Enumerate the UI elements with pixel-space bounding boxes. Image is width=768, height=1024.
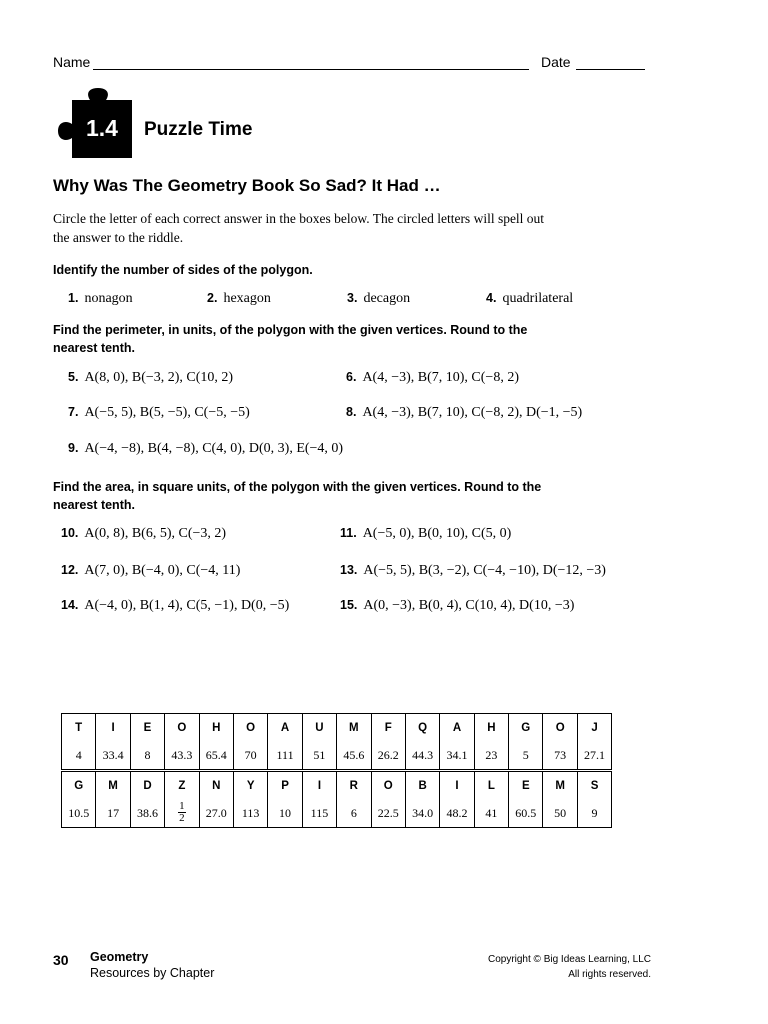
riddle-heading: Why Was The Geometry Book So Sad? It Had … [53, 176, 441, 195]
grid-letter-cell[interactable]: Y [233, 771, 267, 800]
fraction-one-half: $\frac{1}{2}$ [179, 800, 185, 824]
name-field[interactable] [93, 69, 529, 70]
instructions: Circle the letter of each correct answer in the boxes below. The circled letters will spell out the answer to the riddle. [53, 211, 545, 245]
grid-letter-cell[interactable]: P [268, 771, 302, 800]
grid-value-cell: 9 [577, 799, 611, 828]
grid-value-cell: 8 [130, 741, 164, 771]
problem-2: 2. hexagon [207, 291, 271, 306]
grid-letter-cell[interactable]: D [130, 771, 164, 800]
grid-value-cell: 65.4 [199, 741, 233, 771]
grid-value-cell: 10 [268, 799, 302, 828]
problem-10: 10. A(0, 8), B(6, 5), C(−3, 2) [61, 526, 227, 541]
grid-value-cell: 60.5 [509, 799, 543, 828]
problem-5: 5. A(8, 0), B(−3, 2), C(10, 2) [68, 370, 234, 385]
grid-value-cell: 70 [233, 741, 267, 771]
grid-letter-cell[interactable]: A [440, 714, 474, 742]
grid-letter-cell[interactable]: H [199, 714, 233, 742]
grid-row-row2-values [62, 799, 612, 828]
grid-letter-cell[interactable]: L [474, 771, 508, 800]
grid-letter-cell[interactable]: S [577, 771, 611, 800]
grid-value-cell: 43.3 [165, 741, 199, 771]
page-number: 30 [53, 952, 69, 968]
grid-letter-cell[interactable]: I [440, 771, 474, 800]
grid-letter-cell[interactable]: Q [405, 714, 439, 742]
grid-letter-cell[interactable]: N [199, 771, 233, 800]
book-subtitle: Resources by Chapter [90, 966, 215, 980]
grid-letter-cell[interactable]: I [96, 714, 130, 742]
grid-letter-cell[interactable]: M [543, 771, 577, 800]
grid-value-cell: 27.0 [199, 799, 233, 828]
grid-letter-cell[interactable]: R [337, 771, 371, 800]
book-title: Geometry [90, 950, 149, 964]
grid-value-cell: 48.2 [440, 799, 474, 828]
problem-11: 11. A(−5, 0), B(0, 10), C(5, 0) [340, 526, 512, 541]
grid-value-cell: 22.5 [371, 799, 405, 828]
problem-14: 14. A(−4, 0), B(1, 4), C(5, −1), D(0, −5) [61, 598, 290, 613]
grid-letter-cell[interactable]: O [165, 714, 199, 742]
grid-row-row1-values [62, 741, 612, 771]
grid-letter-cell[interactable]: G [509, 714, 543, 742]
grid-letter-cell[interactable]: A [268, 714, 302, 742]
problem-1: 1. nonagon [68, 291, 133, 306]
grid-letter-cell[interactable]: M [337, 714, 371, 742]
grid-letter-cell[interactable]: E [509, 771, 543, 800]
grid-value-cell: 17 [96, 799, 130, 828]
grid-letter-cell[interactable]: J [577, 714, 611, 742]
grid-value-cell: 26.2 [371, 741, 405, 771]
date-field[interactable] [576, 69, 645, 70]
grid-value-cell: 111 [268, 741, 302, 771]
section-heading-sides: Identify the number of sides of the polygon. [53, 263, 313, 277]
grid-value-cell: 4 [62, 741, 96, 771]
name-label: Name [53, 54, 91, 70]
grid-row-row2-letters [62, 771, 612, 800]
grid-value-cell: 45.6 [337, 741, 371, 771]
grid-value-cell: 5 [509, 741, 543, 771]
grid-value-cell: 38.6 [130, 799, 164, 828]
grid-letter-cell[interactable]: F [371, 714, 405, 742]
grid-value-cell: 73 [543, 741, 577, 771]
grid-letter-cell[interactable]: O [371, 771, 405, 800]
problem-4: 4. quadrilateral [486, 291, 574, 306]
problem-12: 12. A(7, 0), B(−4, 0), C(−4, 11) [61, 563, 241, 578]
grid-value-cell: 23 [474, 741, 508, 771]
grid-value-cell: 115 [302, 799, 336, 828]
problem-13: 13. A(−5, 5), B(3, −2), C(−4, −10), D(−12, −3) [340, 563, 606, 578]
grid-value-cell: 50 [543, 799, 577, 828]
grid-letter-cell[interactable]: B [405, 771, 439, 800]
grid-letter-cell[interactable]: O [543, 714, 577, 742]
problem-15: 15. A(0, −3), B(0, 4), C(10, 4), D(10, −3) [340, 598, 575, 613]
grid-letter-cell[interactable]: G [62, 771, 96, 800]
problem-6: 6. A(4, −3), B(7, 10), C(−8, 2) [346, 370, 519, 385]
grid-value-cell: 10.5 [62, 799, 96, 828]
grid-letter-cell[interactable]: U [302, 714, 336, 742]
grid-value-cell: 27.1 [577, 741, 611, 771]
grid-letter-cell[interactable]: E [130, 714, 164, 742]
grid-value-cell: 6 [337, 799, 371, 828]
grid-value-cell: 34.0 [405, 799, 439, 828]
grid-value-cell: 44.3 [405, 741, 439, 771]
grid-letter-cell[interactable]: O [233, 714, 267, 742]
lesson-number: 1.4 [86, 115, 118, 141]
page-title: Puzzle Time [144, 119, 253, 140]
grid-row-row1-letters [62, 714, 612, 742]
copyright: Copyright © Big Ideas Learning, LLC [487, 954, 651, 965]
section-heading-perimeter: Find the perimeter, in units, of the polygon with the given vertices. Round to the nearest tenth. [53, 323, 528, 355]
problem-9: 9. A(−4, −8), B(4, −8), C(4, 0), D(0, 3), E(−4, 0) [68, 441, 344, 456]
grid-letter-cell[interactable]: H [474, 714, 508, 742]
grid-value-cell: 34.1 [440, 741, 474, 771]
grid-letter-cell[interactable]: M [96, 771, 130, 800]
grid-value-cell: 113 [233, 799, 267, 828]
rights-reserved: All rights reserved. [568, 969, 651, 980]
answer-grid [61, 713, 612, 828]
section-heading-area: Find the area, in square units, of the polygon with the given vertices. Round to the nearest tenth. [53, 480, 542, 512]
grid-value-cell [165, 799, 199, 828]
problem-3: 3. decagon [347, 291, 411, 306]
grid-value-cell: 33.4 [96, 741, 130, 771]
grid-letter-cell[interactable]: Z [165, 771, 199, 800]
problem-8: 8. A(4, −3), B(7, 10), C(−8, 2), D(−1, −5) [346, 405, 583, 420]
grid-letter-cell[interactable]: I [302, 771, 336, 800]
problem-7: 7. A(−5, 5), B(5, −5), C(−5, −5) [68, 405, 250, 420]
grid-value-cell: 51 [302, 741, 336, 771]
grid-value-cell: 41 [474, 799, 508, 828]
date-label: Date [541, 54, 571, 70]
grid-letter-cell[interactable]: T [62, 714, 96, 742]
